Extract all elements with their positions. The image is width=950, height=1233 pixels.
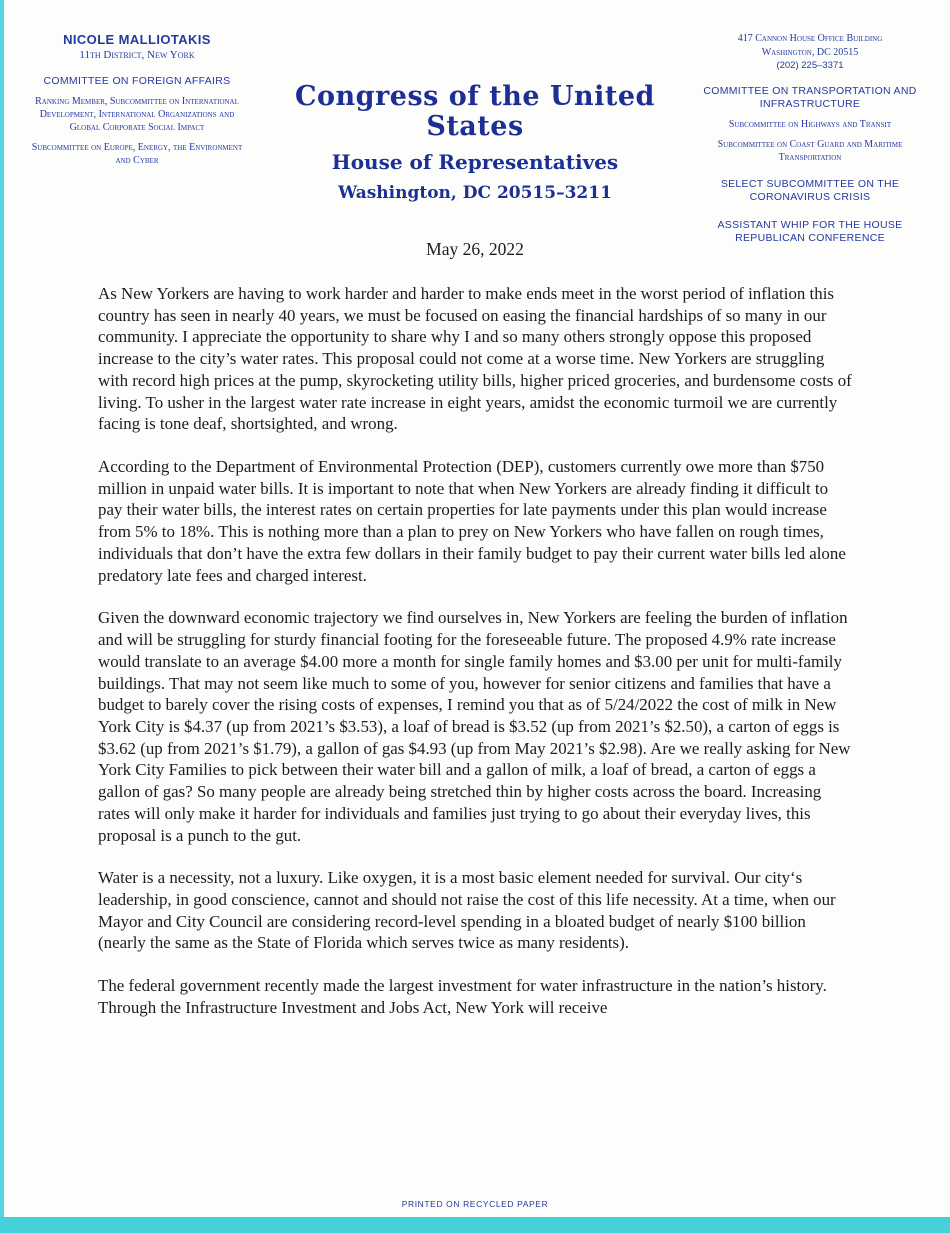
subcommittee-coast-guard: Subcommittee on Coast Guard and Maritime Transportation xyxy=(717,139,903,164)
letterhead-right xyxy=(694,32,926,245)
letter-body xyxy=(98,283,856,1040)
body-paragraph: According to the Department of Environmental Protection (DEP), customers currently owe more than $750 million in unpaid water bills. It is important to note that when New Yorkers are already finding it difficult to pay their water bills, the interest rates on certain properties for late payments under this plan would increase from 5% to 18%. This is nothing more than a plan to prey on New Yorkers who have fallen on rough times, individuals that don’t have the extra few dollars in their family budget to pay their current water bills led alone predatory late fees and charged interest. xyxy=(98,457,846,585)
member-district: 11th District, New York xyxy=(79,49,195,61)
body-paragraph: As New Yorkers are having to work harder and harder to make ends meet in the worst period of inflation this country has seen in nearly 40 years, we must be focused on easing the financial hardships of so many in our community. I appreciate the opportunity to share why I and so many others strongly oppose this proposed increase to the city’s water rates. This proposal could not come at a worse time. New Yorkers are struggling with record high prices at the pump, skyrocketing utility bills, higher priced groceries, and burdensome costs of living. To usher in the largest water rate increase in eight years, amidst the economic turmoil we are currently facing is tone deaf, shortsighted, and wrong. xyxy=(98,284,852,434)
select-subcommittee-coronavirus: SELECT SUBCOMMITTEE ON THE CORONAVIRUS CRISIS xyxy=(720,178,900,204)
office-address-line1: 417 Cannon House Office Building xyxy=(737,33,883,44)
scan-edge-left xyxy=(0,0,4,1233)
scan-edge-bottom xyxy=(0,1217,950,1233)
recycled-paper-note: PRINTED ON RECYCLED PAPER xyxy=(401,1199,549,1209)
committee-foreign-affairs-detail: Ranking Member, Subcommittee on International Development, International Organizations and Global Corporate Social Impact xyxy=(35,96,239,134)
subcommittee-europe-energy: Subcommittee on Europe, Energy, the Environment and Cyber xyxy=(31,142,243,167)
office-address-line2: Washington, DC 20515 xyxy=(761,46,859,58)
assistant-whip-title: ASSISTANT WHIP FOR THE HOUSE REPUBLICAN CONFERENCE xyxy=(717,218,903,244)
house-of-representatives-title: House of Representatives xyxy=(331,150,619,175)
washington-dc-line: Washington, DC 20515–3211 xyxy=(338,183,612,204)
body-paragraph: The federal government recently made the largest investment for water infrastructure in the nation’s history. Through the Infrastructure Investment and Jobs Act, New York will receive xyxy=(98,976,827,1017)
body-paragraph: Given the downward economic trajectory we find ourselves in, New Yorkers are feeling the burden of inflation and will be struggling for sturdy financial footing for the foreseeable future. The proposed 4.9% rate increase would translate to an average $4.00 more a month for single family homes and $3.00 per unit for multi-family buildings. That may not seem like much to some of you, however for senior citizens and families that have a budget to barely cover the rising costs of expenses, I remind you that as of 5/24/2022 the cost of milk in New York City is $4.37 (up from 2021’s $3.53), a loaf of bread is $3.52 (up from 2021’s $2.50), a carton of eggs is $3.62 (up from 2021’s $1.79), a gallon of gas $4.93 (up from May 2021’s $2.98). Are we really asking for New York City Families to pick between their water bill and a gallon of milk, a loaf of bread, a carton of eggs a gallon of gas? So many people are already being stretched thin by higher costs across the board. Increasing rates will only make it harder for individuals and families just trying to go about their everyday lives, this proposal is a punch to the gut. xyxy=(98,608,851,845)
member-name: NICOLE MALLIOTAKIS xyxy=(63,32,211,47)
letterhead-center xyxy=(255,82,695,203)
office-phone: (202) 225–3371 xyxy=(776,60,844,71)
subcommittee-highways-transit: Subcommittee on Highways and Transit xyxy=(728,119,892,131)
body-paragraph: Water is a necessity, not a luxury. Like oxygen, it is a most basic element needed for survival. Our city‘s leadership, in good conscience, cannot and should not raise the cost of this life necessity. At a time, when our Mayor and City Council are considering record-level spending in a bloated budget of nearly $100 billion (nearly the same as the State of Florida which serves twice as many residents). xyxy=(98,868,836,953)
letter-date: May 26, 2022 xyxy=(426,239,524,259)
congress-title: Congress of the United States xyxy=(295,81,655,142)
committee-transportation: COMMITTEE ON TRANSPORTATION AND INFRASTRUCTURE xyxy=(703,85,917,111)
letterhead-left xyxy=(26,32,248,167)
committee-foreign-affairs: COMMITTEE ON FOREIGN AFFAIRS xyxy=(43,75,231,87)
